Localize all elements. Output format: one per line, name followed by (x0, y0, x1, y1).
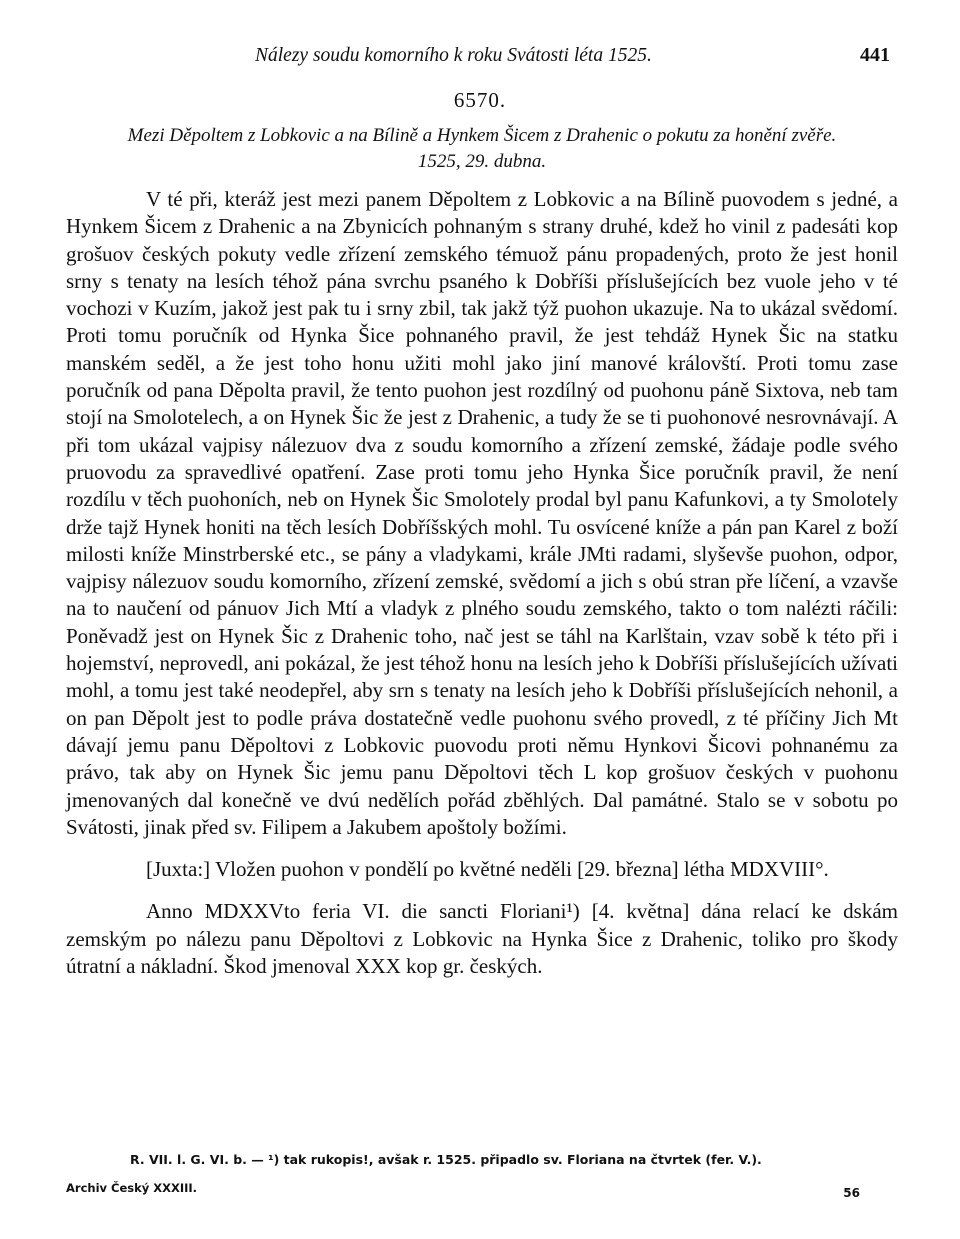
document-body (66, 186, 898, 980)
heading-line-2: 1525, 29. dubna. (417, 151, 547, 172)
page-number: 441 (860, 44, 890, 66)
heading-line-1: Mezi Děpoltem z Lobkovic a na Bílině a Hynkem Šicem z Drahenic o pokutu za honění zvěře. (127, 125, 837, 146)
footnote: R. VII. l. G. VI. b. — ¹) tak rukopis!, avšak r. 1525. připadlo sv. Floriana na čtvrtek (fer. V.). (130, 1152, 762, 1167)
sheet-number: 56 (843, 1186, 860, 1200)
main-paragraph: V té při, kteráž jest mezi panem Děpoltem z Lobkovic a na Bílině puovodem s jedné, a Hynkem Šicem z Drahenic a na Zbynicích pohnaným s strany druhé, kdež ho vinil z padesáti kop grošuov českých pokuty vedle zřízení zemského témuož pánu propadených, proto že jest honil srny s tenaty na lesích téhož pána svrchu psaného k Dobříši příslušejících bez vuole jeho v té vochozi v Kuzím, jakož jest pak tu i srny zbil, tak jakž týž puohon ukazuje. Na to ukázal svědomí. Proti tomu poručník od Hynka Šice pohnaného pravil, že jest tehdáž Hynek Šic na statku manském seděl, a že jest toho honu užiti mohl jako jiní manové královští. Proti tomu zase poručník od pana Děpolta pravil, že tento puohon jest rozdílný od puohonu páně Sixtova, neb tam stojí na Smolotelech, a on Hynek Šic že jest z Drahenic, a tudy že se ti puohonové nesrovnávají. A při tom ukázal vajpisy nálezuov dva z soudu komorního a zřízení zemské, žádaje podle svého pruovodu za spravedlivé opatření. Zase proti tomu jeho Hynka Šice poručník pravil, že není rozdílu v těch puohoních, neb on Hynek Šic Smolotely prodal byl panu Kafunkovi, a ty Smolotely drže tajž Hynek honiti na těch lesích Dobříšských mohl. Tu osvícené kníže a pán pan Karel z boží milosti kníže Minstrberské etc., se pány a vladykami, krále JMti radami, slyševše puohon, odpor, vajpisy nálezuov soudu komorního, zřízení zemské, svědomí a jich s obú stran pře líčení, a vzavše na to naučení od pánuov Jich Mtí a vladyk z plného soudu zemského, takto o tom nalézti ráčili: Poněvadž jest on Hynek Šic z Drahenic toho, nač jest se táhl na Karlštain, vzav sobě k této při i hojemství, neprovedl, ani pokázal, že jest téhož honu na lesích jeho k Dobříši příslušejících užívati mohl, a tomu jest také neodepřel, aby srn s tenaty na lesích jeho k Dobříši příslušejících nehonil, a on pan Děpolt jest to podle práva dostatečně vedle puohonu svého provedl, z té příčiny Jich Mt dávají jemu panu Děpoltovi z Lobkovic puovodu proti němu Hynkovi Šicovi pohnanému za právo, tak aby on Hynek Šic jemu panu Děpoltovi těch L kop grošuov českých v puohonu jmenovaných dal konečně ve dvú nedělích pořád zběhlých. Dal památné. Stalo se v sobotu po Svátosti, jinak před sv. Filipem a Jakubem apoštoly božími. (66, 187, 898, 839)
juxta-paragraph: [Juxta:] Vložen puohon v pondělí po květné neděli [29. března] létha MDXVIII°. (146, 857, 829, 882)
document-heading (66, 123, 898, 175)
signature-mark: Archiv Český XXXIII. (66, 1181, 198, 1195)
document-number: 6570. (453, 88, 507, 112)
anno-paragraph: Anno MDXXVto feria VI. die sancti Floriani¹) [4. května] dána relací ke dskám zemským po nálezu panu Děpoltovi z Lobkovic na Hynka Šice z Drahenic, toliko pro škody útratní a nákladní. Škod jmenoval XXX kop gr. českých. (66, 899, 898, 979)
running-title: Nálezy soudu komorního k roku Svátosti léta 1525. (255, 45, 652, 66)
